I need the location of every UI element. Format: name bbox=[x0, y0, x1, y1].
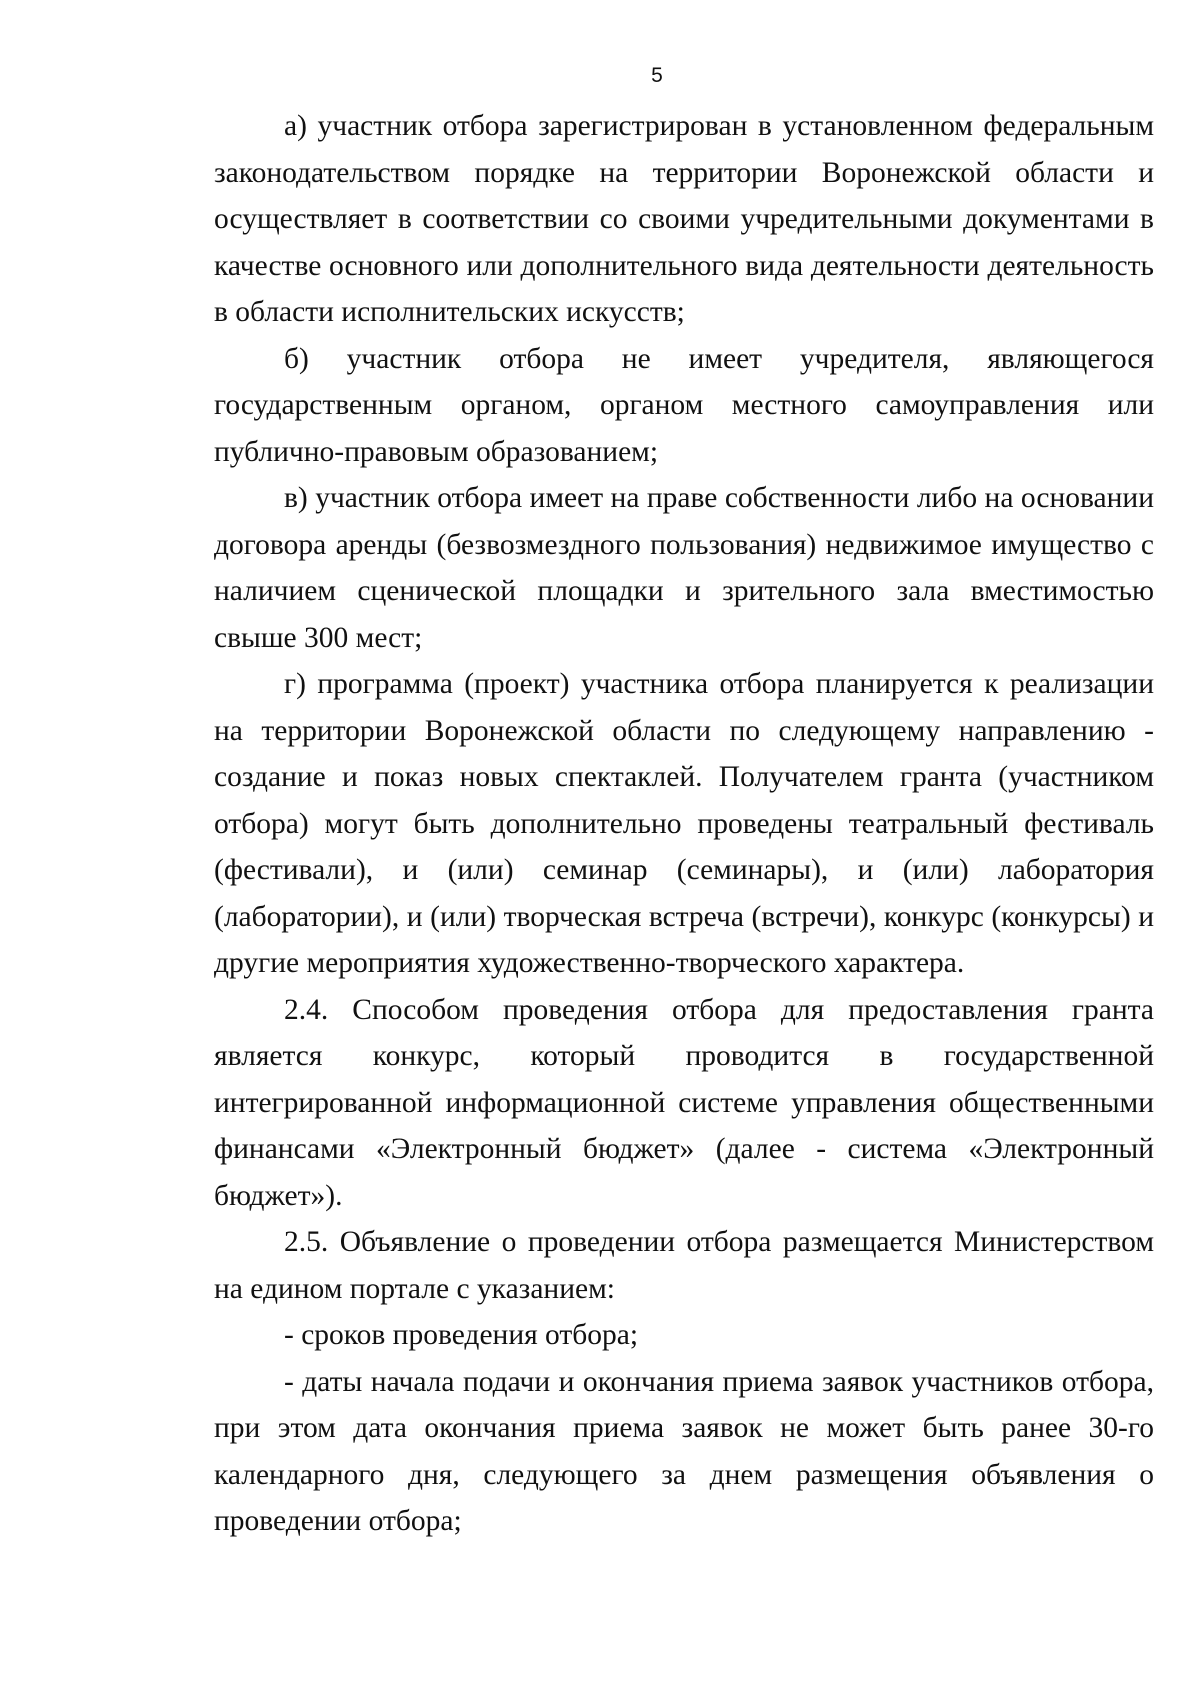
paragraph-condition-a: а) участник отбора зарегистрирован в установленном федеральным законодательством порядке на территории Воронежской области и осуществляет в соответствии со своими учредительными документами в качестве основного или дополнительного вида деятельности деятельность в области исполнительских искусств; bbox=[214, 110, 1154, 328]
page-number: 5 bbox=[651, 64, 663, 87]
paragraph-section-2-4: 2.4. Способом проведения отбора для предоставления гранта является конкурс, который проводится в государственной интегрированной информационной системе управления общественными финансами «Электронный бюджет» (далее - система «Электронный бюджет»). bbox=[214, 993, 1154, 1212]
list-item-application-dates: - даты начала подачи и окончания приема заявок участников отбора, при этом дата окончания приема заявок не может быть ранее 30-го календарного дня, следующего за днем размещения объявления о проведении отбора; bbox=[214, 1365, 1154, 1537]
paragraph-condition-v: в) участник отбора имеет на праве собственности либо на основании договора аренды (безвозмездного пользования) недвижимое имущество с наличием сценической площадки и зрительного зала вместимостью свыше 300 мест; bbox=[214, 482, 1154, 654]
paragraph-section-2-5: 2.5. Объявление о проведении отбора размещается Министерством на едином портале с указанием: bbox=[214, 1226, 1154, 1305]
paragraph-condition-b: б) участник отбора не имеет учредителя, являющегося государственным органом, органом местного самоуправления или публично-правовым образованием; bbox=[214, 342, 1154, 468]
document-body bbox=[214, 103, 1154, 1545]
paragraph-condition-g: г) программа (проект) участника отбора планируется к реализации на территории Воронежской области по следующему направлению - создание и показ новых спектаклей. Получателем гранта (участником отбора) могут быть дополнительно проведены театральный фестиваль (фестивали), и (или) семинар (семинары), и (или) лаборатория (лаборатории), и (или) творческая встреча (встречи), конкурс (конкурсы) и другие мероприятия художественно-творческого характера. bbox=[214, 668, 1154, 979]
list-item-selection-dates: - сроков проведения отбора; bbox=[284, 1319, 639, 1351]
